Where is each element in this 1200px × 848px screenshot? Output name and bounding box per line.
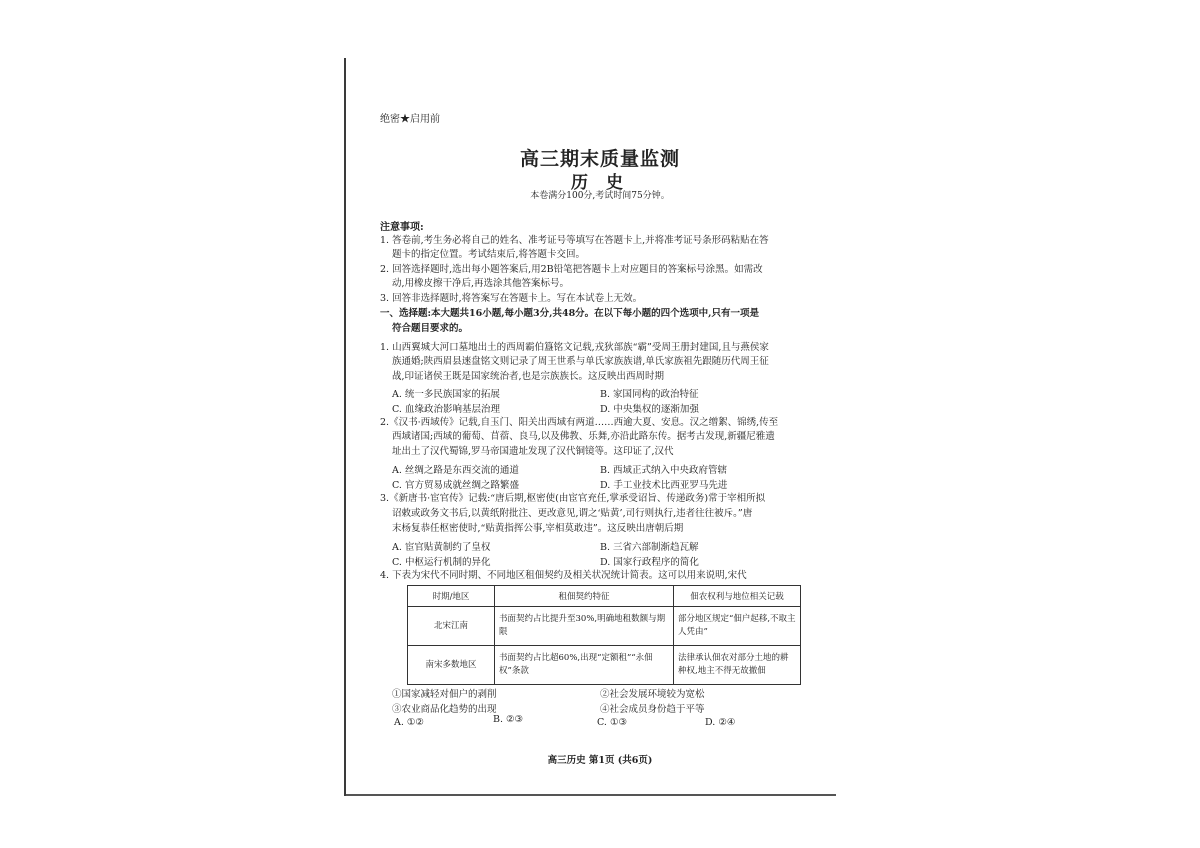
- exam-title: 高三期末质量监测: [519, 148, 680, 170]
- table-header-cell: 佃农权利与地位相关记载: [674, 586, 801, 607]
- question-4-option-c: C. ①③: [597, 717, 628, 728]
- table-cell: 北宋江南: [408, 607, 495, 646]
- question-1-option-d: D. 中央集权的逐渐加强: [600, 404, 699, 415]
- question-1-stem: 1. 山西翼城大河口墓地出土的西周霸伯簋铭文记载,戎狄部族“霸”受周王册封建国,且与燕侯家: [380, 342, 769, 353]
- question-3-option-d: D. 国家行政程序的简化: [600, 557, 699, 568]
- table-header-row: [408, 586, 801, 607]
- notice-line: 题卡的指定位置。考试结束后,将答题卡交回。: [392, 249, 586, 260]
- question-2-stem: 2.《汉书·西域传》记载,自玉门、阳关出西域有两道……西逾大夏、安息。汉之缯絮、锦绣,传至: [380, 417, 779, 428]
- question-1-stem: 族通婚;陕西眉县逨盘铭文则记录了周王世系与单氏家族族谱,单氏家族祖先跟随历代周王征: [392, 356, 769, 367]
- notice-line: 1. 答卷前,考生务必将自己的姓名、准考证号等填写在答题卡上,并将准考证号条形码粘贴在答: [380, 235, 769, 246]
- question-4-statement-3: ③农业商品化趋势的出现: [392, 704, 497, 715]
- question-2-option-b: B. 西域正式纳入中央政府管辖: [600, 465, 728, 476]
- secret-label: 绝密★启用前: [380, 114, 440, 125]
- table-cell: 法律承认佃农对部分土地的耕种权,地主不得无故撤佃: [674, 646, 801, 685]
- question-4-table: [407, 585, 801, 685]
- notice-line: 动,用橡皮擦干净后,再选涂其他答案标号。: [392, 278, 570, 289]
- notice-line: 3. 回答非选择题时,将答案写在答题卡上。写在本试卷上无效。: [380, 293, 643, 304]
- table-header-cell: 租佃契约特征: [495, 586, 674, 607]
- question-4-statement-2: ②社会发展环境较为宽松: [600, 689, 705, 700]
- question-1-option-a: A. 统一多民族国家的拓展: [392, 389, 500, 400]
- table-row: [408, 646, 801, 685]
- question-4-option-b: B. ②③: [493, 714, 524, 725]
- page-bottom-edge: [346, 794, 836, 796]
- question-2-option-a: A. 丝绸之路是东西交流的通道: [392, 465, 519, 476]
- question-4-statement-1: ①国家减轻对佃户的剥削: [392, 689, 497, 700]
- table-cell: 书面契约占比超60%,出现“定额租”“永佃权”条款: [495, 646, 674, 685]
- table-cell: 南宋多数地区: [408, 646, 495, 685]
- question-3-option-c: C. 中枢运行机制的异化: [392, 557, 491, 568]
- section-heading-cont: 符合题目要求的。: [392, 323, 469, 334]
- question-3-stem: 末杨复恭任枢密使时,“贴黄指挥公事,宰相莫敢违”。这反映出唐朝后期: [392, 523, 684, 534]
- question-1-option-b: B. 家国同构的政治特征: [600, 389, 699, 400]
- table-cell: 部分地区规定“佃户起移,不取主人凭由”: [674, 607, 801, 646]
- question-3-stem: 3.《新唐书·宦官传》记载:“唐后期,枢密使(由宦官充任,掌承受诏旨、传递政务)常于宰相所拟: [380, 493, 766, 504]
- question-2-option-c: C. 官方贸易成就丝绸之路繁盛: [392, 480, 519, 491]
- question-1-stem: 战,印证诸侯王既是国家统治者,也是宗族族长。这反映出西周时期: [392, 371, 665, 382]
- subject-title: 历 史: [571, 173, 629, 193]
- question-4-option-d: D. ②④: [705, 717, 736, 728]
- notice-line: 2. 回答选择题时,选出每小题答案后,用2B铅笔把答题卡上对应题目的答案标号涂黑。如需改: [380, 264, 763, 275]
- table-cell: 书面契约占比提升至30%,明确地租数额与期限: [495, 607, 674, 646]
- question-4-statement-4: ④社会成员身份趋于平等: [600, 704, 705, 715]
- question-4-option-a: A. ①②: [394, 717, 424, 728]
- question-2-option-d: D. 手工业技术比西亚罗马先进: [600, 480, 728, 491]
- notices-heading: 注意事项:: [380, 222, 424, 233]
- question-2-stem: 西域诸国;西域的葡萄、苜蓿、良马,以及佛教、乐舞,亦沿此路东传。据考古发现,新疆尼雅遗: [392, 431, 775, 442]
- question-4-stem: 4. 下表为宋代不同时期、不同地区租佃契约及相关状况统计简表。这可以用来说明,宋代: [380, 570, 747, 581]
- question-1-option-c: C. 血缘政治影响基层治理: [392, 404, 500, 415]
- question-2-stem: 址出土了汉代蜀锦,罗马帝国遗址发现了汉代铜镜等。这印证了,汉代: [392, 446, 674, 457]
- question-3-option-a: A. 宦官贴黄制约了皇权: [392, 542, 491, 553]
- question-3-option-b: B. 三省六部制渐趋瓦解: [600, 542, 699, 553]
- page-footer: 高三历史 第1页 (共6页): [547, 755, 653, 766]
- section-heading: 一、选择题:本大题共16小题,每小题3分,共48分。在以下每小题的四个选项中,只有一项是: [380, 308, 759, 319]
- exam-note: 本卷满分100分,考试时间75分钟。: [530, 191, 670, 201]
- table-header-cell: 时期/地区: [408, 586, 495, 607]
- question-3-stem: 诏敕或政务文书后,以黄纸附批注、更改意见,谓之‘贴黄’,司行则执行,违者往往被斥。”唐: [392, 508, 753, 519]
- table-row: [408, 607, 801, 646]
